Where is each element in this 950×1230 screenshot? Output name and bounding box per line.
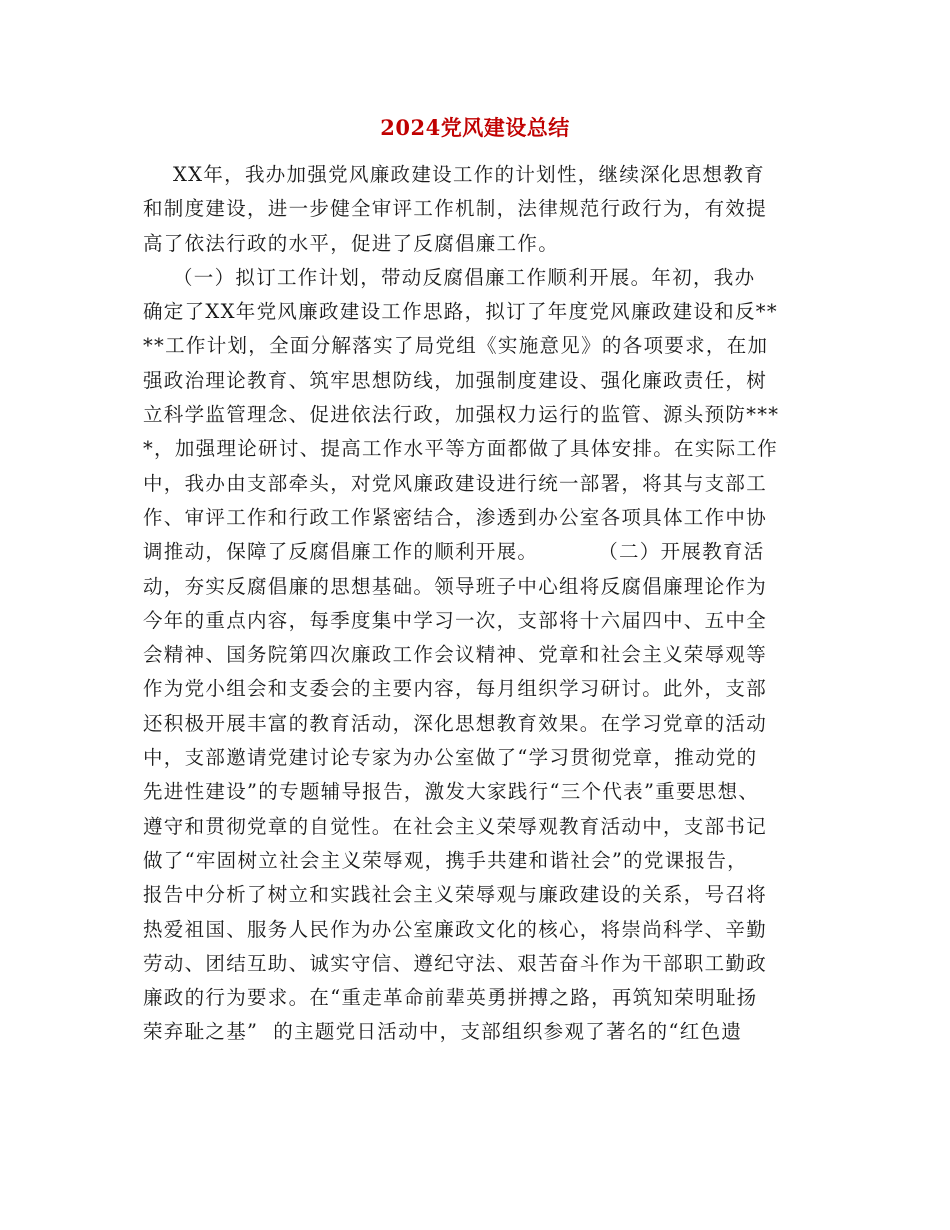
text-line: 中，支部邀请党建讨论专家为办公室做了“学习贯彻党章，推动党的 xyxy=(143,746,758,770)
text-line: 荣弃耻之基” 的主题党日活动中，支部组织参观了著名的“红色遗 xyxy=(143,1020,743,1044)
text-line: 还积极开展丰富的教育活动，深化思想教育效果。在学习党章的活动 xyxy=(143,711,768,735)
text-line: 报告中分析了树立和实践社会主义荣辱观与廉政建设的关系，号召将 xyxy=(143,883,768,907)
text-line: 会精神、国务院第四次廉政工作会议精神、党章和社会主义荣辱观等 xyxy=(143,643,768,667)
text-line: 和制度建设，进一步健全审评工作机制，法律规范行政行为，有效提 xyxy=(143,197,768,221)
text-line: *，加强理论研讨、提高工作水平等方面都做了具体安排。在实际工作 xyxy=(143,437,779,461)
document-title: 2024党风建设总结 xyxy=(380,115,570,140)
text-line: 今年的重点内容，每季度集中学习一次，支部将十六届四中、五中全 xyxy=(143,608,768,632)
text-line: 强政治理论教育、筑牢思想防线，加强制度建设、强化廉政责任，树 xyxy=(143,368,768,392)
text-line: 作为党小组会和支委会的主要内容，每月组织学习研讨。此外，支部 xyxy=(143,677,768,701)
text-line: 先进性建设”的专题辅导报告，激发大家践行“三个代表”重要思想、 xyxy=(143,780,760,804)
document-body xyxy=(143,158,815,1050)
text-line: 作、审评工作和行政工作紧密结合，渗透到办公室各项具体工作中协 xyxy=(143,505,768,529)
text-line: XX年，我办加强党风廉政建设工作的计划性，继续深化思想教育 xyxy=(143,163,765,186)
text-line: 廉政的行为要求。在“重走革命前辈英勇拼搏之路，再筑知荣明耻扬 xyxy=(143,986,758,1010)
text-line: 热爱祖国、服务人民作为办公室廉政文化的核心，将崇尚科学、辛勤 xyxy=(143,917,768,941)
text-line: 确定了XX年党风廉政建设工作思路，拟订了年度党风廉政建设和反** xyxy=(143,300,778,324)
text-line: 中，我办由支部牵头，对党风廉政建设进行统一部署，将其与支部工 xyxy=(143,471,768,495)
text-line: 遵守和贯彻党章的自觉性。在社会主义荣辱观教育活动中，支部书记 xyxy=(143,814,768,838)
text-line: 劳动、团结互助、诚实守信、遵纪守法、艰苦奋斗作为干部职工勤政 xyxy=(143,951,768,975)
text-line: 立科学监管理念、促进依法行政，加强权力运行的监管、源头预防*** xyxy=(143,403,780,427)
text-line: **工作计划，全面分解落实了局党组《实施意见》的各项要求，在加 xyxy=(143,334,769,358)
text-line: 做了“牢固树立社会主义荣辱观，携手共建和谐社会”的党课报告， xyxy=(143,848,748,872)
text-line: （一）拟订工作计划，带动反腐倡廉工作顺利开展。年初，我办 xyxy=(143,265,756,289)
text-line: 调推动，保障了反腐倡廉工作的顺利开展。 （二）开展教育活 xyxy=(143,540,765,564)
text-line: 动，夯实反腐倡廉的思想基础。领导班子中心组将反腐倡廉理论作为 xyxy=(143,574,768,598)
text-line: 高了依法行政的水平，促进了反腐倡廉工作。 xyxy=(143,231,560,255)
